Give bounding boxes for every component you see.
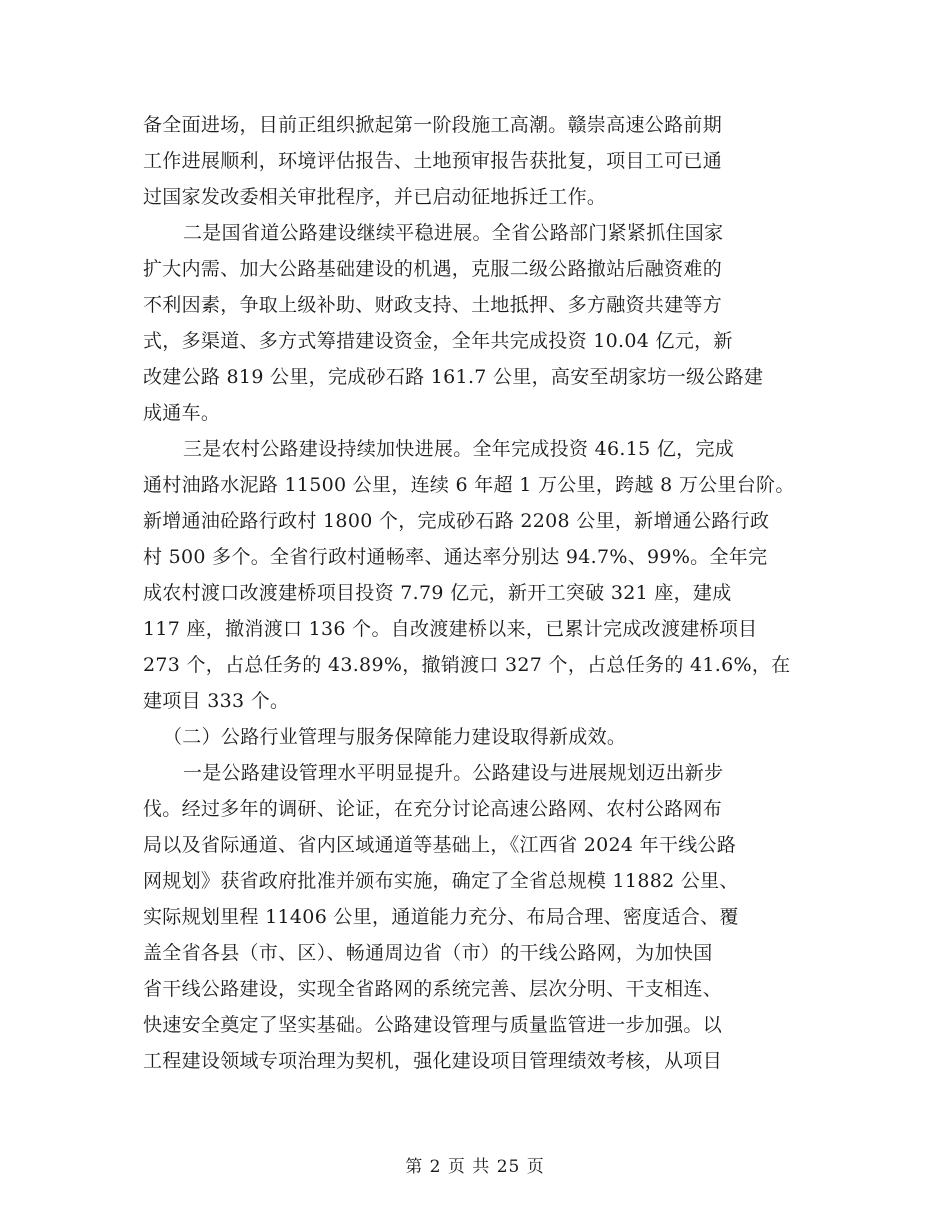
text-line: 117 座，撤消渡口 136 个。自改渡建桥以来，已累计完成改渡建桥项目	[143, 618, 758, 640]
text-line: 通村油路水泥路 11500 公里，连续 6 年超 1 万公里，跨越 8 万公里台阶。	[143, 474, 795, 496]
page-number-label: 第 2 页 共 25 页	[405, 1157, 545, 1177]
text-line: 扩大内需、加大公路基础建设的机遇，克服二级公路撤站后融资难的	[143, 258, 723, 280]
text-line: 工程建设领域专项治理为契机，强化建设项目管理绩效考核，从项目	[143, 1050, 723, 1072]
text-line: 实际规划里程 11406 公里，通道能力充分、布局合理、密度适合、覆	[143, 906, 739, 928]
section-heading: （二）公路行业管理与服务保障能力建设取得新成效。	[163, 726, 627, 748]
text-line: 改建公路 819 公里，完成砂石路 161.7 公里，高安至胡家坊一级公路建	[143, 366, 764, 388]
paragraph-start-line: 三是农村公路建设持续加快进展。全年完成投资 46.15 亿，完成	[183, 438, 735, 460]
text-line: 过国家发改委相关审批程序，并已启动征地拆迁工作。	[143, 186, 607, 208]
document-body	[143, 107, 823, 1079]
text-line: 快速安全奠定了坚实基础。公路建设管理与质量监管进一步加强。以	[143, 1014, 723, 1036]
text-line: 省干线公路建设，实现全省路网的系统完善、层次分明、干支相连、	[143, 978, 723, 1000]
text-line: 成农村渡口改渡建桥项目投资 7.79 亿元，新开工突破 321 座，建成	[143, 582, 732, 604]
paragraph-start-line: 二是国省道公路建设继续平稳进展。全省公路部门紧紧抓住国家	[183, 222, 724, 244]
page-footer	[0, 1152, 950, 1177]
text-line: 村 500 多个。全省行政村通畅率、通达率分别达 94.7%、99%。全年完	[143, 546, 768, 568]
text-line: 成通车。	[143, 402, 221, 424]
paragraph-start-line: 一是公路建设管理水平明显提升。公路建设与进展规划迈出新步	[183, 762, 724, 784]
text-line: 273 个，占总任务的 43.89%，撤销渡口 327 个，占总任务的 41.6%，在	[143, 654, 791, 676]
text-line: 网规划》获省政府批准并颁布实施，确定了全省总规模 11882 公里、	[143, 870, 739, 892]
text-line: 不利因素，争取上级补助、财政支持、土地抵押、多方融资共建等方	[143, 294, 723, 316]
text-line: 工作进展顺利，环境评估报告、土地预审报告获批复，项目工可已通	[143, 150, 723, 172]
text-line: 局以及省际通道、省内区域通道等基础上，《江西省 2024 年干线公路	[143, 834, 737, 856]
text-line: 建项目 333 个。	[143, 690, 290, 712]
text-line: 备全面进场，目前正组织掀起第一阶段施工高潮。赣崇高速公路前期	[143, 114, 723, 136]
text-line: 式，多渠道、多方式筹措建设资金，全年共完成投资 10.04 亿元，新	[143, 330, 733, 352]
text-line: 盖全省各县（市、区）、畅通周边省（市）的干线公路网，为加快国	[143, 942, 713, 964]
text-line: 新增通油砼路行政村 1800 个，完成砂石路 2208 公里，新增通公路行政	[143, 510, 770, 532]
text-line: 伐。经过多年的调研、论证，在充分讨论高速公路网、农村公路网布	[143, 798, 723, 820]
